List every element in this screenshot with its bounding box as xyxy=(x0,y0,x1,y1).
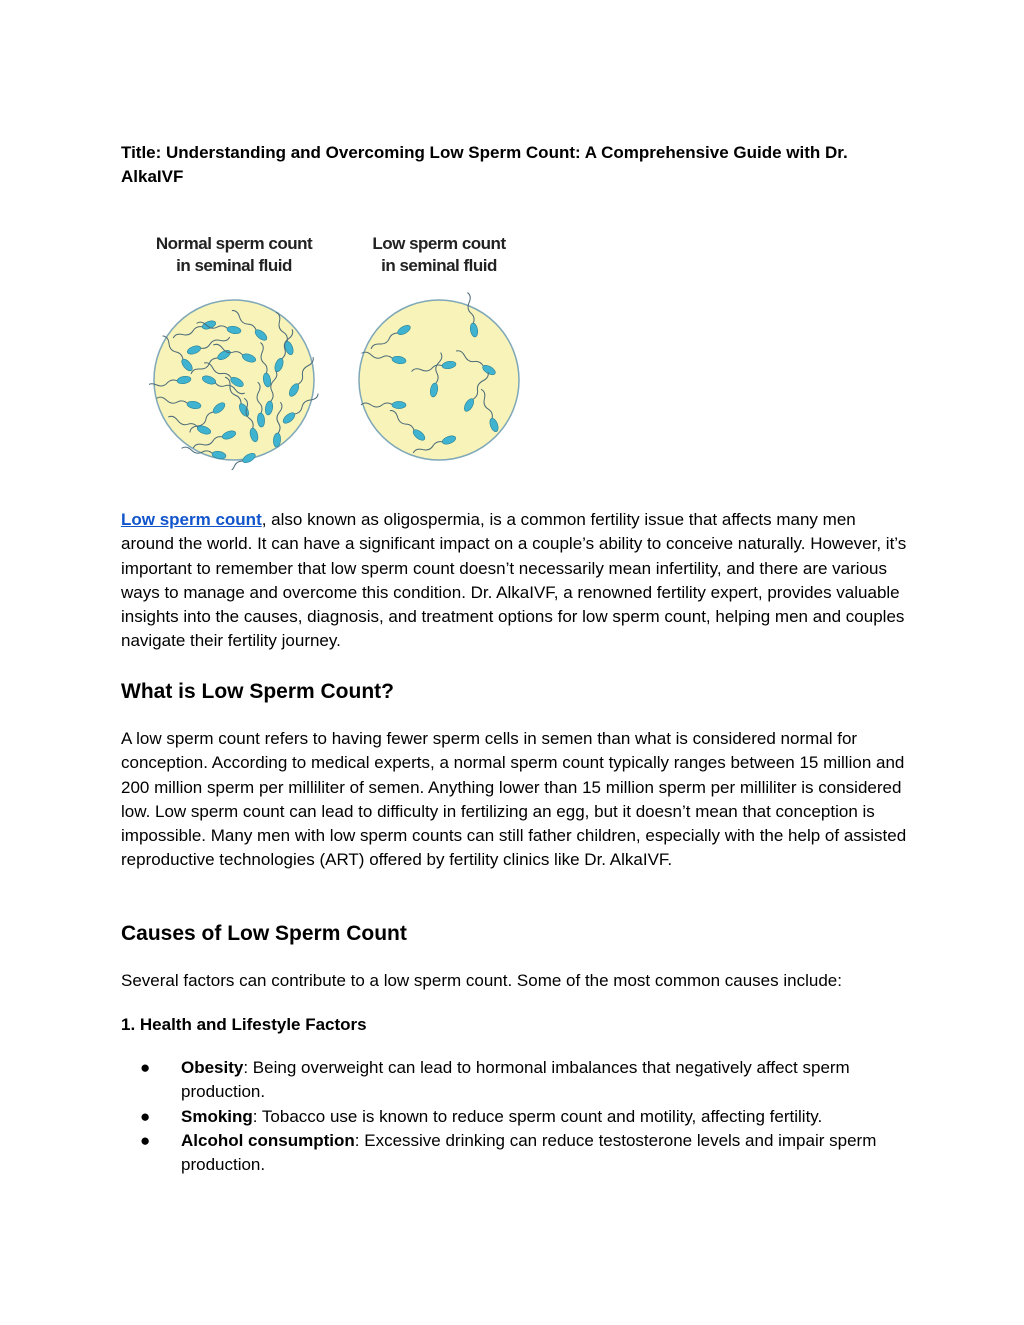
document-title: Title: Understanding and Overcoming Low Sperm Count: A Comprehensive Guide with Dr. AlkaIVF xyxy=(121,143,848,186)
section2-paragraph: Several factors can contribute to a low sperm count. Some of the most common causes include: xyxy=(121,971,842,990)
intro-paragraph: Low sperm count, also known as oligospermia, is a common fertility issue that affects many men around the world. It can have a significant impact on a couple’s ability to conceive naturally. However, it’s important to remember that low sperm count doesn’t necessarily mean infertility, and there are various ways to manage and overcome this condition. Dr. AlkaIVF, a renowned fertility expert, provides valuable insights into the causes, diagnosis, and treatment options for low sperm count, helping men and couples navigate their fertility journey. xyxy=(121,510,907,651)
low-count-circle xyxy=(359,300,519,460)
causes-bullet-list xyxy=(121,1056,911,1177)
bullet-icon: ● xyxy=(140,1058,151,1077)
subheading-health-lifestyle: 1. Health and Lifestyle Factors xyxy=(121,1015,367,1034)
list-item: ● Alcohol consumption: Excessive drinking can reduce testosterone levels and impair sperm production. xyxy=(140,1130,877,1175)
low-sperm-count-link[interactable]: Low sperm count xyxy=(121,510,262,529)
sperm-circles-drawing xyxy=(149,230,529,470)
sperm-count-illustration xyxy=(149,230,529,470)
section1-paragraph: A low sperm count refers to having fewer sperm cells in semen than what is considered normal for conception. According to medical experts, a normal sperm count typically ranges between 15 million and 200 million sperm per milliliter of semen. Anything lower than 15 million sperm per milliliter is considered low. Low sperm count can lead to difficulty in fertilizing an egg, but it doesn’t mean that conception is impossible. Many men with low sperm counts can still father children, especially with the help of assisted reproductive technologies (ART) offered by fertility clinics like Dr. AlkaIVF. xyxy=(121,729,907,870)
bullet-icon: ● xyxy=(140,1130,151,1150)
section-heading-what-is: What is Low Sperm Count? xyxy=(121,680,394,703)
low-count-label: Low sperm count in seminal fluid xyxy=(372,234,506,275)
normal-count-label: Normal sperm count in seminal fluid xyxy=(155,234,313,275)
list-item: ● Smoking: Tobacco use is known to reduce sperm count and motility, affecting fertility. xyxy=(121,1105,911,1129)
section-heading-causes: Causes of Low Sperm Count xyxy=(121,922,407,945)
bullet-icon: ● xyxy=(140,1106,151,1126)
list-item: ● Obesity: Being overweight can lead to hormonal imbalances that negatively affect sperm production. xyxy=(140,1058,850,1102)
